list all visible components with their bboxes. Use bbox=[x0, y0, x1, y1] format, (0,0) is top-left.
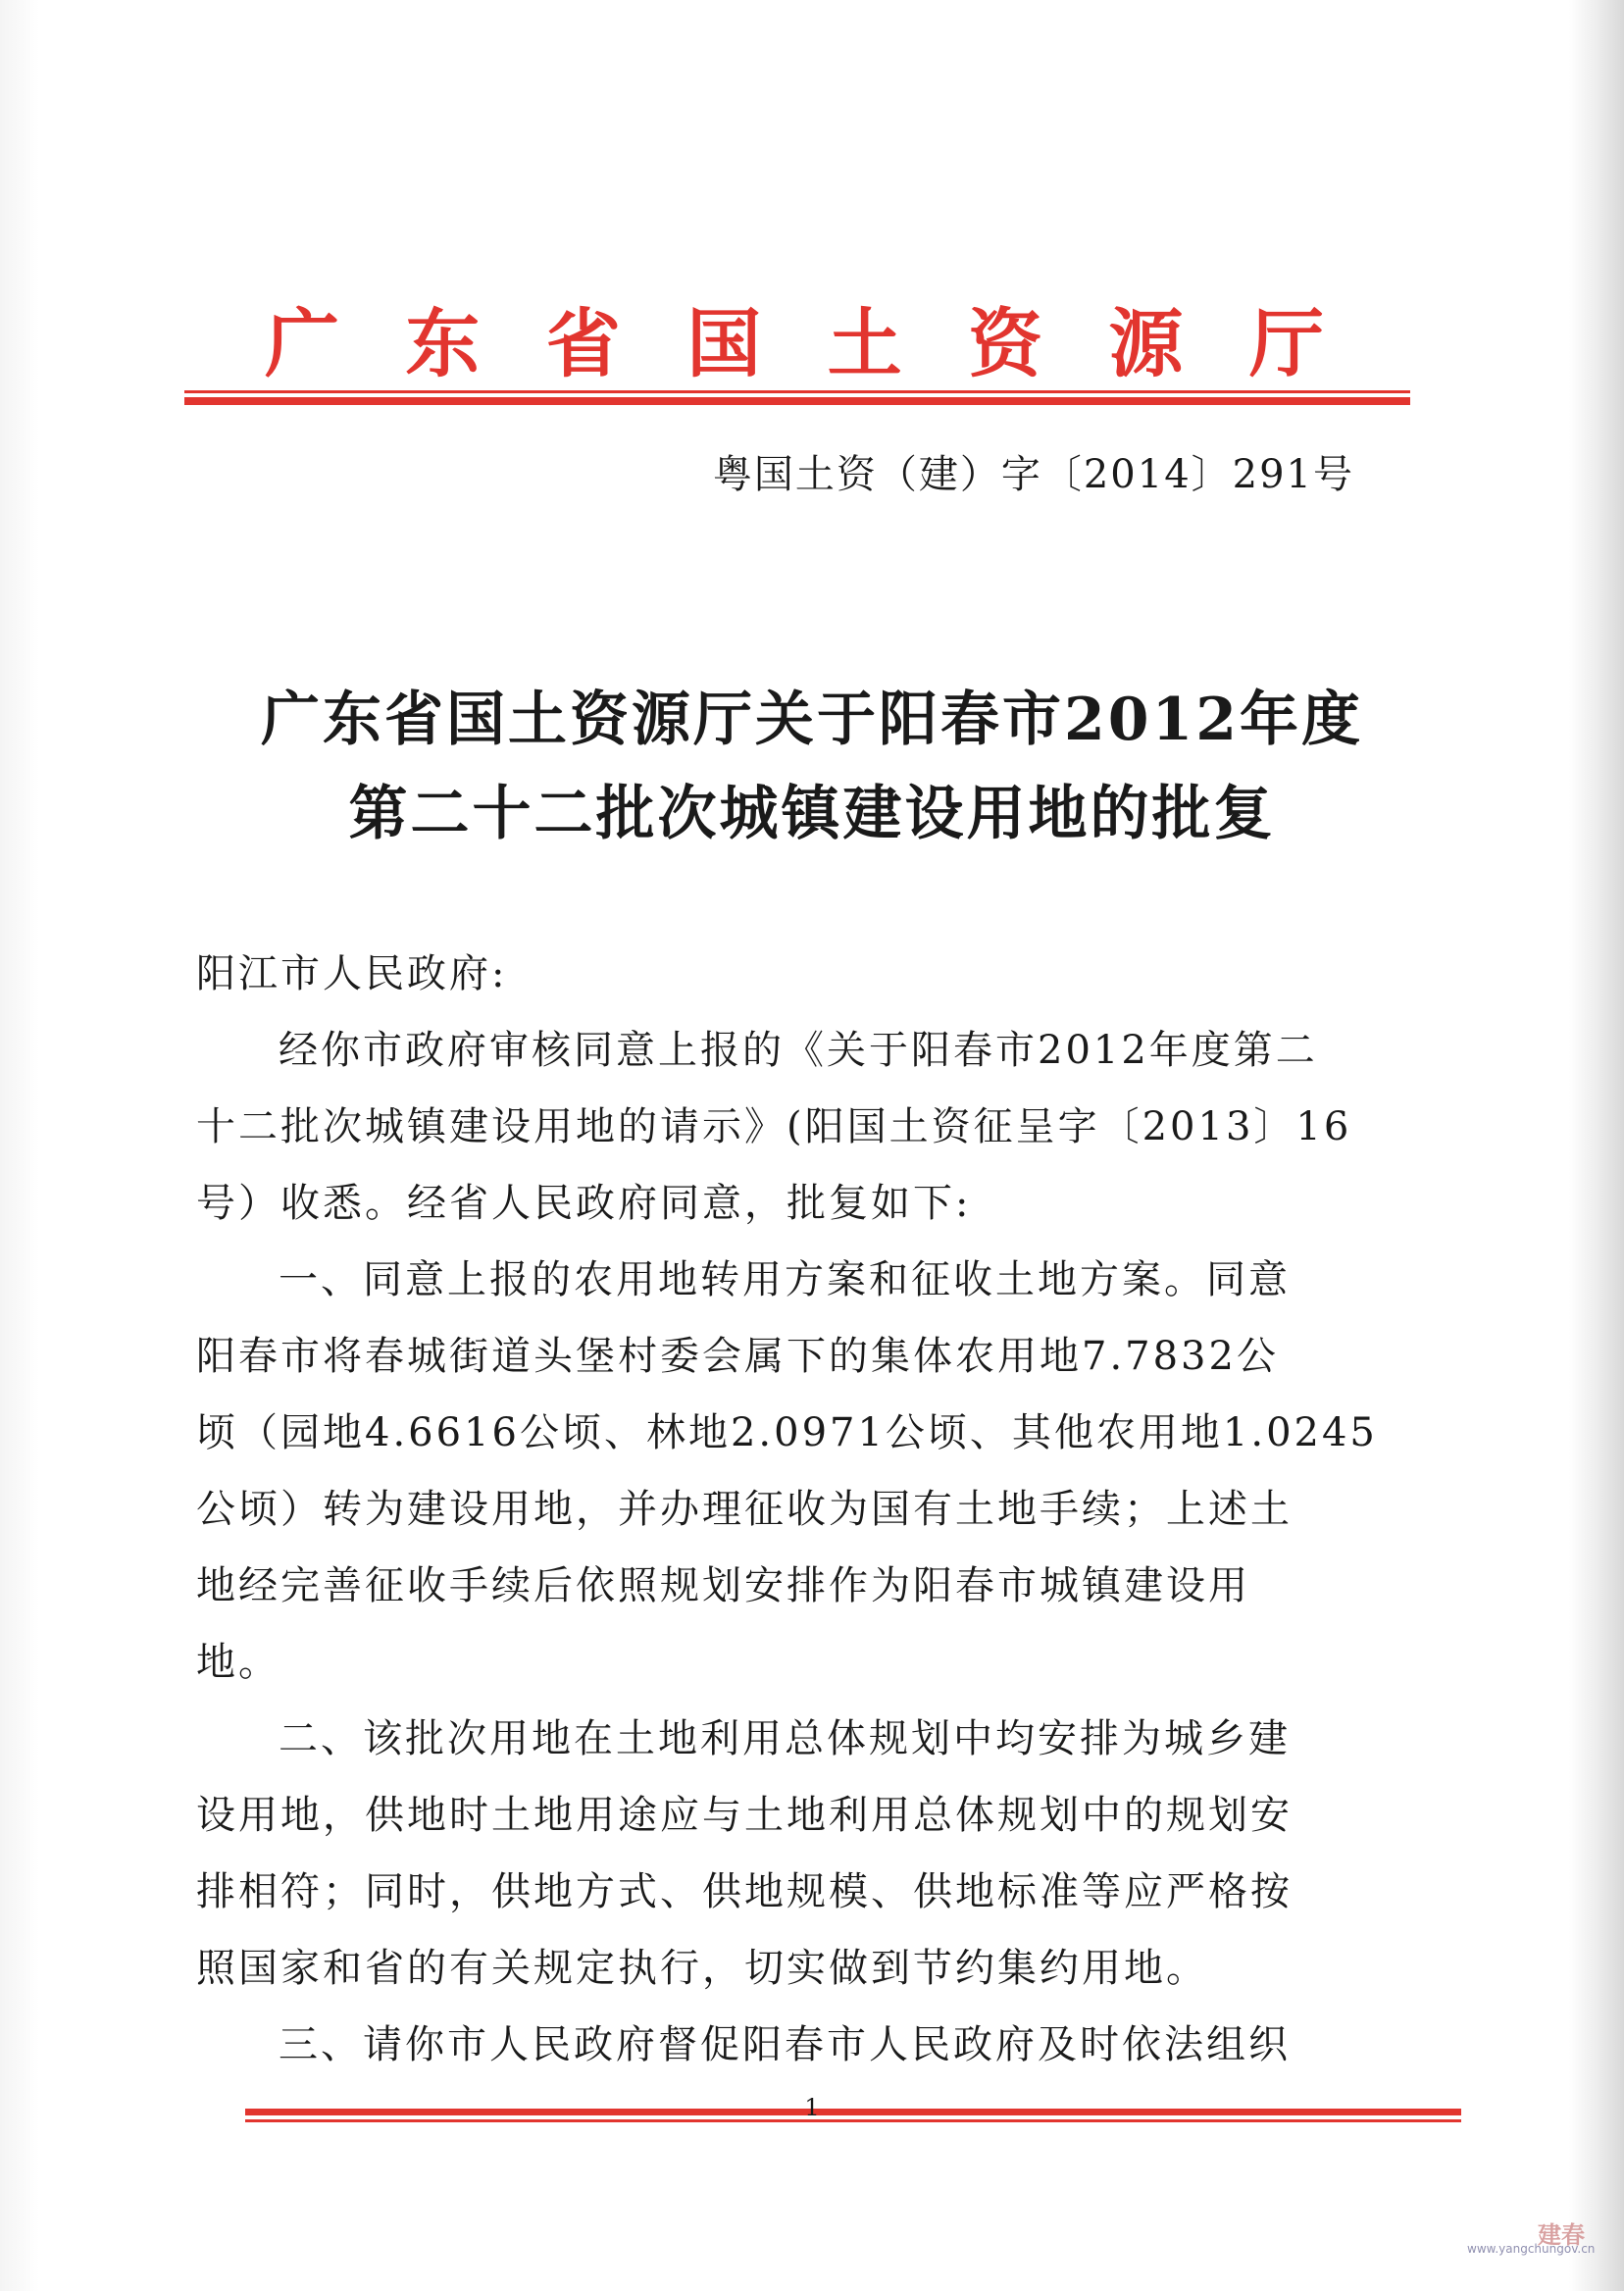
title-char: 广 bbox=[265, 300, 339, 387]
title-char: 源 bbox=[1108, 300, 1184, 387]
title-char: 厅 bbox=[1248, 300, 1324, 387]
issuing-authority-title bbox=[265, 284, 1324, 391]
body-line: 照国家和省的有关规定执行，切实做到节约集约用地。 bbox=[196, 1946, 1208, 1991]
body-line: 阳春市将春城街道头堡村委会属下的集体农用地7.7832公 bbox=[196, 1334, 1279, 1379]
title-char: 资 bbox=[968, 300, 1043, 387]
title-char: 国 bbox=[686, 300, 762, 387]
header-rule-thin bbox=[184, 390, 1410, 393]
body-line: 一、同意上报的农用地转用方案和征收土地方案。同意 bbox=[279, 1257, 1291, 1302]
watermark-url: www.yangchungov.cn bbox=[1467, 2242, 1596, 2256]
salutation: 阳江市人民政府: bbox=[196, 951, 508, 996]
document-body bbox=[196, 942, 1432, 2089]
document-number: 粤国土资（建）字〔2014〕291号 bbox=[712, 452, 1354, 497]
body-line: 号）收悉。经省人民政府同意，批复如下: bbox=[196, 1181, 972, 1226]
watermark-brand: 建春 bbox=[1538, 2221, 1585, 2249]
body-line: 经你市政府审核同意上报的《关于阳春市2012年度第二 bbox=[279, 1028, 1318, 1073]
body-line: 地经完善征收手续后依照规划安排作为阳春市城镇建设用 bbox=[196, 1563, 1250, 1608]
body-line: 排相符；同时，供地方式、供地规模、供地标准等应严格按 bbox=[196, 1869, 1293, 1914]
body-line: 顷（园地4.6616公顷、林地2.0971公顷、其他农用地1.0245 bbox=[196, 1410, 1378, 1455]
document-title-line-1: 广东省国土资源厅关于阳春市2012年度 bbox=[261, 686, 1363, 754]
title-char: 东 bbox=[405, 300, 481, 387]
document-title-line-2: 第二十二批次城镇建设用地的批复 bbox=[348, 780, 1276, 848]
site-watermark bbox=[1467, 2221, 1596, 2271]
title-char: 省 bbox=[545, 300, 621, 387]
body-line: 公顷）转为建设用地，并办理征收为国有土地手续；上述土 bbox=[196, 1487, 1293, 1532]
body-line: 二、该批次用地在土地利用总体规划中均安排为城乡建 bbox=[279, 1716, 1291, 1761]
title-char: 土 bbox=[827, 300, 902, 387]
body-line: 设用地，供地时土地用途应与土地利用总体规划中的规划安 bbox=[196, 1793, 1293, 1838]
body-line: 地。 bbox=[196, 1640, 280, 1685]
body-line: 十二批次城镇建设用地的请示》(阳国土资征呈字〔2013〕16 bbox=[196, 1104, 1352, 1149]
header-rule-thick bbox=[184, 397, 1410, 405]
body-line: 三、请你市人民政府督促阳春市人民政府及时依法组织 bbox=[279, 2022, 1291, 2067]
page-number: 1 bbox=[804, 2094, 820, 2121]
